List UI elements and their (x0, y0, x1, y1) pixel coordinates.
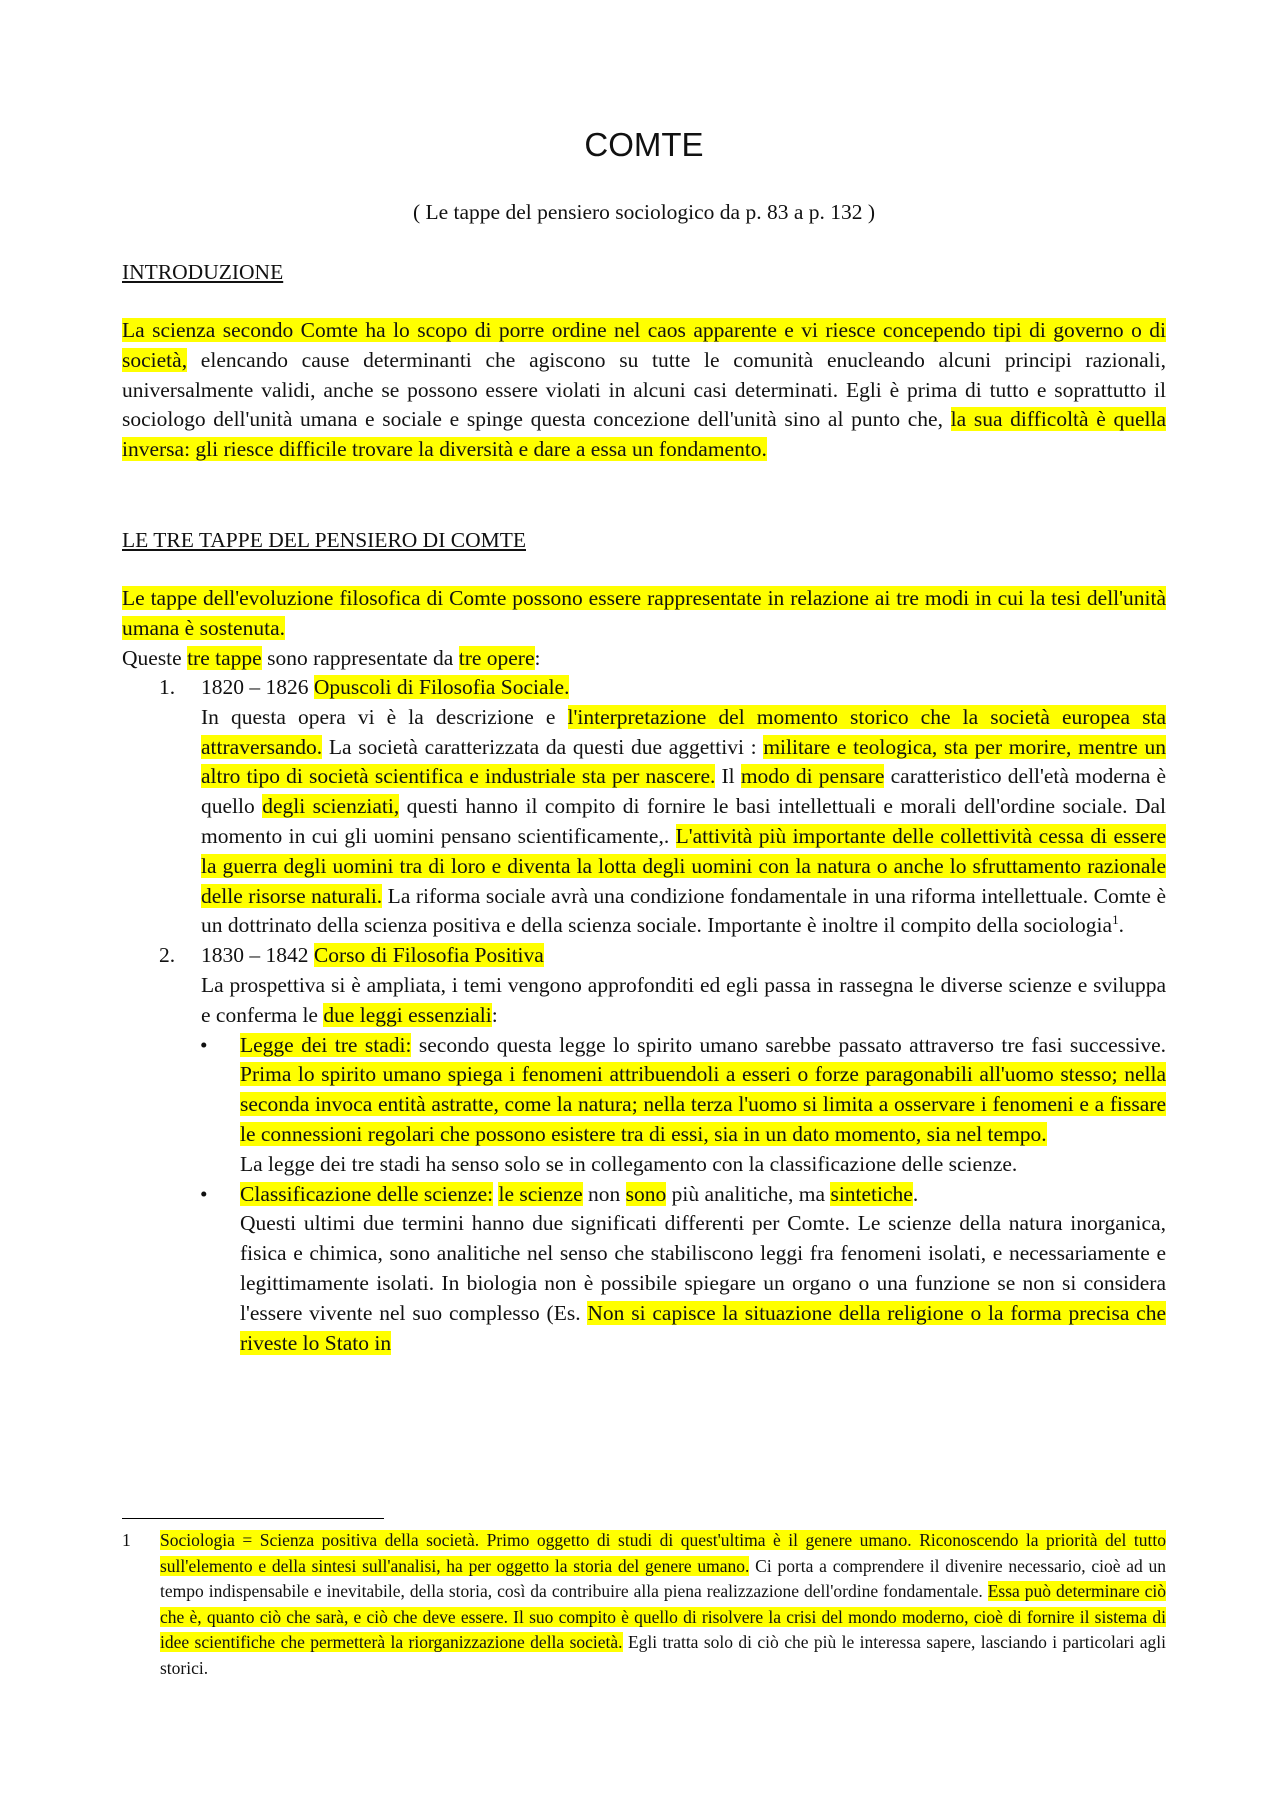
footnote-ref[interactable]: 1 (1112, 912, 1119, 928)
highlight: l'interpretazione del momento storico che la società europea sta attraversando. (201, 704, 1166, 759)
text: Questi ultimi due termini hanno due significati differenti per Comte. Le scienze della natura inorganica, fisica e chimica, sono analitiche nel senso che stabiliscono leggi fra fenomeni isolati, e necessariamente e legittimamente isolati. In biologia non è possibile spiegare un organo o una funzione se non si considera l'essere vivente nel suo complesso (Es. (240, 1211, 1166, 1325)
section-heading-introduzione: INTRODUZIONE (122, 260, 284, 284)
text: . (1118, 913, 1124, 938)
section-heading-tre-tappe: LE TRE TAPPE DEL PENSIERO DI COMTE (122, 528, 526, 552)
highlight: Sociologia = Scienza positiva della società. Primo oggetto di studi di quest'ultima è il genere umano. Riconoscendo la priorità del tutto sull'elemento e della sintesi sull'analisi, ha per oggetto la storia del genere umano. (160, 1530, 1166, 1576)
highlight: militare e teologica, sta per morire, mentre un altro tipo di società scientifica e industriale sta per nascere. (201, 734, 1166, 789)
intro-paragraph (122, 316, 1166, 465)
text: Il (715, 764, 741, 789)
highlight: due leggi essenziali (323, 1002, 492, 1027)
item-work-title: Opuscoli di Filosofia Sociale. (313, 675, 570, 699)
text: sono rappresentate da (261, 645, 459, 670)
bullet-icon: • (200, 1181, 208, 1206)
item-date: 1820 – 1826 (201, 675, 314, 699)
footnote (122, 1528, 1166, 1682)
text: non (582, 1181, 626, 1206)
list-item-1 (122, 673, 1166, 941)
text: Egli tratta solo di ciò che più le interessa sapere, lasciando i particolari agli storici. (160, 1632, 1167, 1678)
text: caratteristico dell'età moderna è quello (201, 764, 1167, 819)
highlight: sono (625, 1181, 667, 1206)
highlight: sintetiche (830, 1181, 913, 1206)
text: Ci porta a comprendere il divenire necessario, cioè ad un tempo indispensabile e inevitabile, della storia, così da contribuire alla piena realizzazione dell'ordine fondamentale. (160, 1555, 1166, 1602)
highlight: la sua difficoltà è quella inversa: gli riesce difficile trovare la diversità e dare a essa un fondamento. (122, 407, 1166, 462)
highlight: tre tappe (187, 645, 262, 670)
text: più analitiche, ma (666, 1181, 831, 1206)
highlight: Essa può determinare ciò che è, quanto ciò che sarà, e ciò che deve essere. Il suo compito è quello di risolvere la crisi del mondo moderno, cioè di fornire il sistema di idee scientifiche che permetterà la riorganizzazione della società. (160, 1581, 1166, 1653)
text: : (491, 1002, 498, 1027)
text: In questa opera vi è la descrizione e (201, 704, 568, 729)
highlight: le scienze (498, 1181, 583, 1206)
highlight: Non si capisce la situazione della religione o la forma precisa che riveste lo Stato in (240, 1300, 1166, 1355)
footnote-body (122, 1528, 1166, 1682)
list-number: 2. (159, 943, 176, 968)
bullet-item-legge-tre-stadi (122, 1031, 1166, 1180)
page-subtitle: ( Le tappe del pensiero sociologico da p. 83 a p. 132 ) (412, 200, 876, 224)
highlight: degli scienziati, (262, 794, 400, 819)
text: La società caratterizzata da questi due aggettivi : (322, 734, 764, 759)
highlight: modo di pensare (740, 764, 885, 789)
text: questi hanno il compito di fornire le basi intellettuali e morali dell'ordine sociale. Dal momento in cui gli uomini pensano scientificamente,. (201, 794, 1167, 848)
bullet-icon: • (200, 1032, 208, 1057)
text: . (912, 1181, 919, 1206)
text: La prospettiva si è ampliata, i temi vengono approfonditi ed egli passa in rassegna le diverse scienze e sviluppa e conferma le (201, 972, 1166, 1027)
highlight: tre opere (458, 645, 535, 670)
footnote-separator (122, 1518, 384, 1519)
footnote-number: 1 (122, 1530, 131, 1550)
tappe-paragraph (122, 584, 1166, 673)
item-work-title: Corso di Filosofia Positiva (313, 943, 544, 968)
item-date: 1830 – 1842 (201, 943, 314, 968)
highlight: Le tappe dell'evoluzione filosofica di Comte possono essere rappresentate in relazione ai tre modi in cui la tesi dell'unità umana è sostenuta. (122, 586, 1166, 640)
highlight: La scienza secondo Comte ha lo scopo di porre ordine nel caos apparente e vi riesce concependo tipi di governo o di società, (122, 318, 1166, 372)
text: : (534, 645, 541, 670)
list-number: 1. (159, 675, 176, 699)
works-list (122, 673, 1166, 1358)
page-title: COMTE (584, 126, 704, 163)
text: Queste (122, 645, 188, 670)
text: secondo questa legge lo spirito umano sarebbe passato attraverso tre fasi successive. (411, 1032, 1167, 1057)
highlight: L'attività più importante delle collettività cessa di essere la guerra degli uomini tra di loro e diventa la lotta degli uomini con la natura o anche lo sfruttamento razionale delle risorse naturali. (201, 823, 1166, 908)
text: La riforma sociale avrà una condizione fondamentale in una riforma intellettuale. Comte è un dottrinato della scienza positiva e della scienza sociale. Importante è inoltre il compito della sociologia (201, 883, 1166, 938)
list-item-2 (122, 941, 1166, 1030)
text: La legge dei tre stadi ha senso solo se in collegamento con la classificazione delle scienze. (240, 1151, 1018, 1176)
text: elencando cause determinanti che agiscono su tutte le comunità enucleando alcuni principi razionali, universalmente validi, anche se possono essere violati in alcuni casi determinati. Egli è prima di tutto e soprattutto il sociologo dell'unità umana e sociale e spinge questa concezione dell'unità sino al punto che, (122, 347, 1166, 432)
highlight: Legge dei tre stadi: (240, 1032, 412, 1057)
bullet-item-classificazione (122, 1180, 1166, 1359)
highlight: Classificazione delle scienze: (240, 1181, 494, 1206)
highlight: Prima lo spirito umano spiega i fenomeni attribuendoli a esseri o forze paragonabili all'uomo stesso; nella seconda invoca entità astratte, come la natura; nella terza l'uomo si limita a osservare i fenomeni e a fissare le connessioni regolari che possono esistere tra di essi, sia in un dato momento, sia nel tempo. (240, 1062, 1166, 1146)
